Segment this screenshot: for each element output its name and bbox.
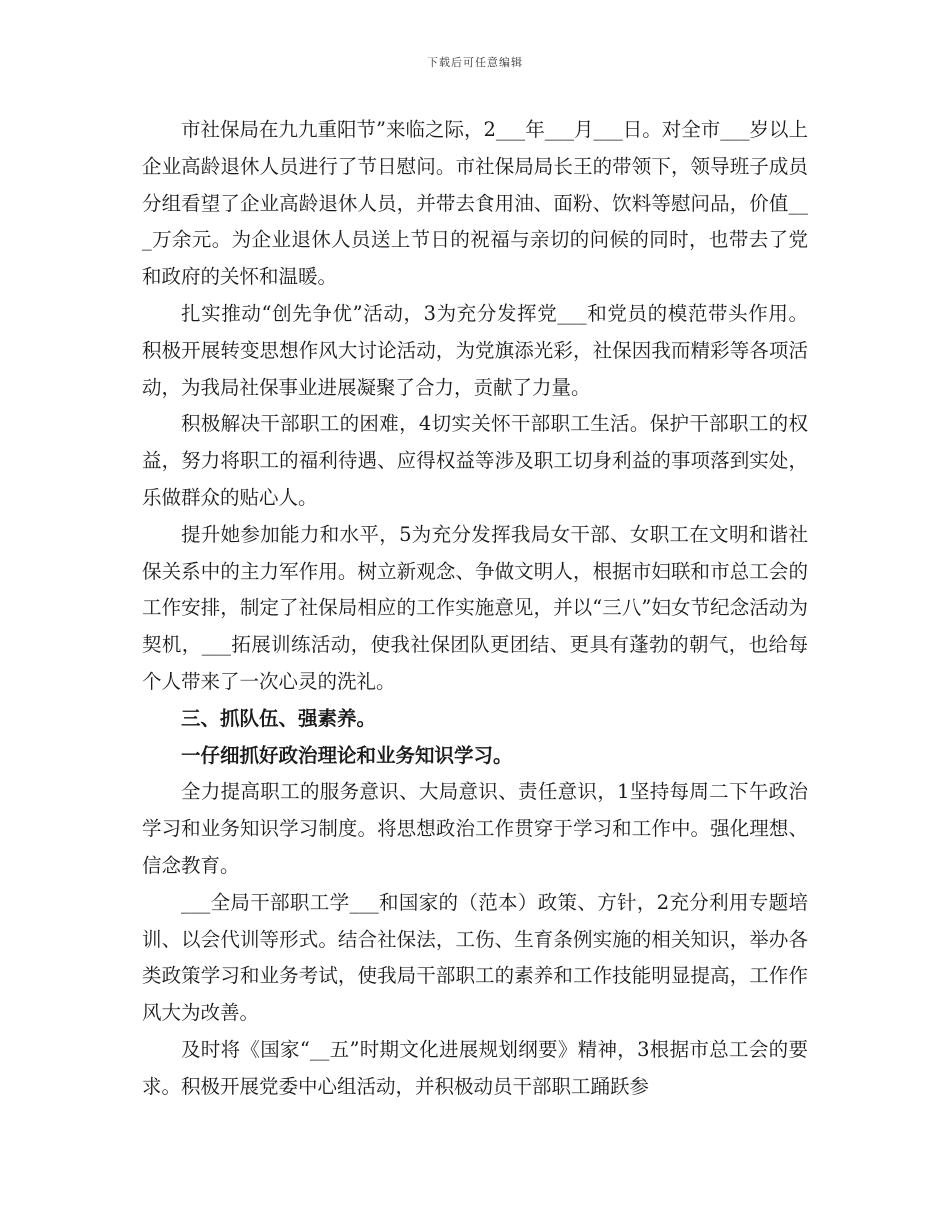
section-heading: 三、抓队伍、强素养。 [181,706,377,730]
paragraph-4: 提升她参加能力和水平，5为充分发挥我局女干部、女职工在文明和谐社保关系中的主力军作用。树立新观念、争做文明人，根据市妇联和市总工会的工作安排，制定了社保局相应的工作实施意见，并以“三八”妇女节纪念活动为契机，___拓展训练活动，使我社保团队更团结、更具有蓬勃的朝气，也给每个人带来了一次心灵的洗礼。 [142,522,808,693]
paragraph-6: ___全局干部职工学___和国家的（范本）政策、方针，2充分利用专题培训、以会代训等形式。结合社保法，工伤、生育条例实施的相关知识，举办各类政策学习和业务考试，使我局干部职工的素养和工作技能明显提高，工作作风大为改善。 [142,890,808,1025]
paragraph-3: 积极解决干部职工的困难，4切实关怀干部职工生活。保护干部职工的权益，努力将职工的福利待遇、应得权益等涉及职工切身利益的事项落到实处，乐做群众的贴心人。 [142,412,808,509]
paragraph-5: 全力提高职工的服务意识、大局意识、责任意识，1坚持每周二下午政治学习和业务知识学习制度。将思想政治工作贯穿于学习和工作中。强化理想、信念教育。 [142,780,808,877]
page-header: 下载后可任意编辑 [427,56,523,69]
paragraph-7: 及时将《国家“__五”时期文化进展规划纲要》精神，3根据市总工会的要求。积极开展党委中心组活动，并积极动员干部职工踊跃参 [142,1037,808,1098]
paragraph-1: 市社保局在九九重阳节”来临之际，2___年___月___日。对全市___岁以上企业高龄退休人员进行了节日慰问。市社保局局长王的带领下，领导班子成员分组看望了企业高龄退休人员，并带去食用油、面粉、饮料等慰问品，价值___万余元。为企业退休人员送上节日的祝福与亲切的问候的同时，也带去了党和政府的关怀和温暖。 [142,118,808,289]
document-body [142,112,808,1106]
paragraph-2: 扎实推动“创先争优”活动，3为充分发挥党___和党员的模范带头作用。积极开展转变思想作风大讨论活动，为党旗添光彩，社保因我而精彩等各项活动，为我局社保事业进展凝聚了合力，贡献了力量。 [142,301,808,399]
subsection-heading: 一仔细抓好政治理论和业务知识学习。 [181,743,513,767]
